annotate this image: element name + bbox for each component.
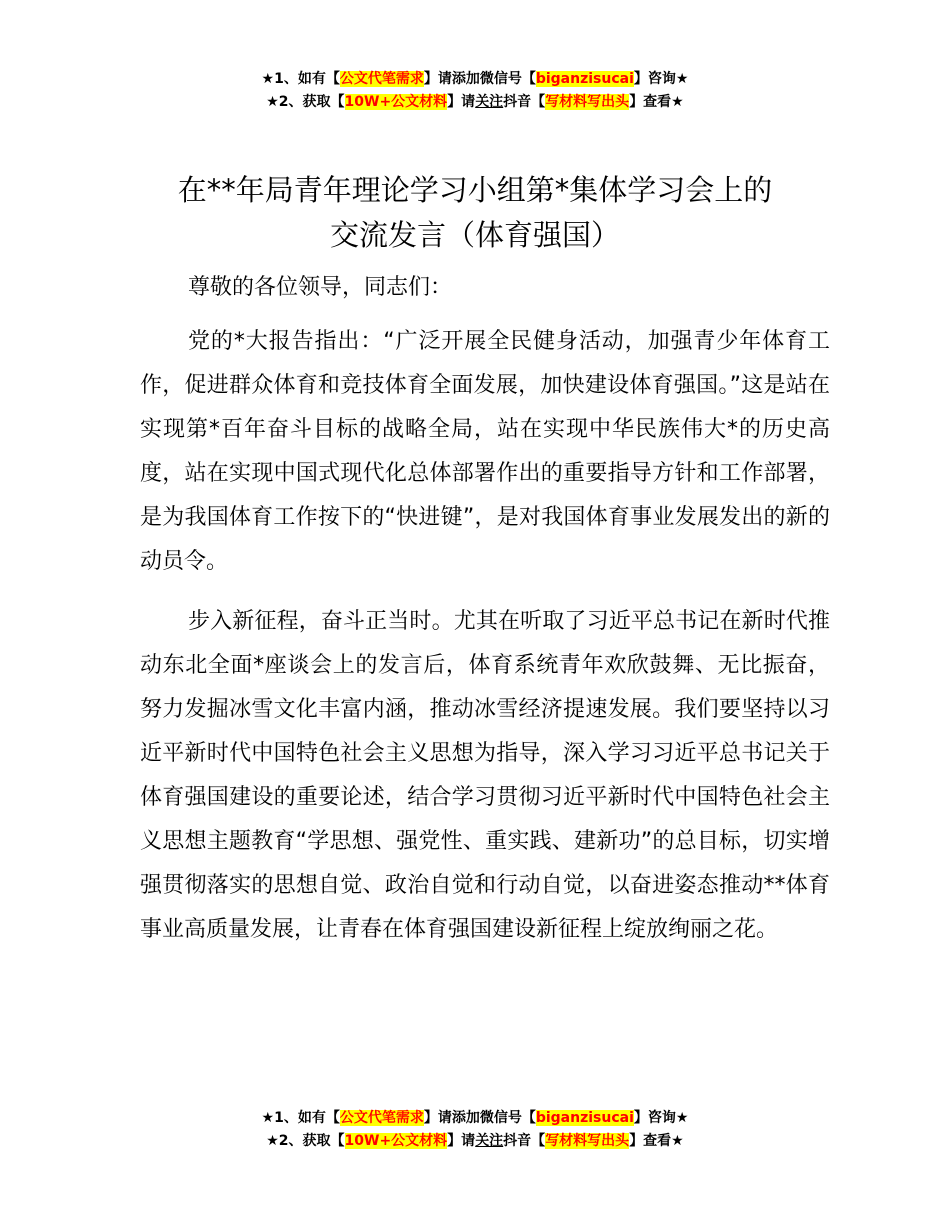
banner-highlight: 公文代笔需求	[339, 71, 424, 87]
document-body	[140, 266, 830, 952]
banner-line-1	[0, 68, 950, 91]
banner-line-2	[0, 1130, 950, 1153]
body-paragraph: 党的*大报告指出：“广泛开展全民健身活动，加强青少年体育工作，促进群众体育和竞技体育全面发展，加快建设体育强国。”这是站在实现第*百年奋斗目标的战略全局，站在实现中华民族伟大*的历史高度，站在实现中国式现代化总体部署作出的重要指导方针和工作部署，是为我国体育工作按下的“快进键”，是对我国体育事业发展发出的新的动员令。	[140, 329, 830, 574]
banner-highlight: 写材料写出头	[545, 1133, 630, 1149]
banner-text: 】请	[447, 94, 476, 110]
body-paragraph: 步入新征程，奋斗正当时。尤其在听取了习近平总书记在新时代推动东北全面*座谈会上的发言后，体育系统青年欢欣鼓舞、无比振奋，努力发掘冰雪文化丰富内涵，推动冰雪经济提速发展。我们要坚持以习近平新时代中国特色社会主义思想为指导，深入学习习近平总书记关于体育强国建设的重要论述，结合学习贯彻习近平新时代中国特色社会主义思想主题教育“学思想、强党性、重实践、建新功”的总目标，切实增强贯彻落实的思想自觉、政治自觉和行动自觉，以奋进姿态推动**体育事业高质量发展，让青春在体育强国建设新征程上绽放绚丽之花。	[140, 609, 830, 942]
banner-line-1	[0, 1107, 950, 1130]
banner-text: ★2、获取【	[266, 94, 345, 110]
footer-banner	[0, 1107, 950, 1153]
banner-text: ★2、获取【	[266, 1133, 345, 1149]
banner-highlight: 公文代笔需求	[339, 1110, 424, 1126]
banner-wechat-id: biganzisucai	[535, 71, 634, 87]
banner-text: ★1、如有【	[261, 1110, 340, 1126]
banner-text: 】请添加微信号【	[423, 71, 536, 87]
banner-highlight: 写材料写出头	[545, 94, 630, 110]
banner-highlight: 10W+公文材料	[344, 1133, 448, 1149]
banner-underlined: 关注	[475, 1133, 504, 1149]
banner-line-2	[0, 91, 950, 114]
banner-text: 】查看★	[629, 94, 684, 110]
document-title	[120, 168, 830, 258]
header-banner	[0, 68, 950, 114]
banner-text: 抖音【	[503, 94, 546, 110]
banner-text: 】请	[447, 1133, 476, 1149]
banner-text: ★1、如有【	[261, 71, 340, 87]
salutation: 尊敬的各位领导，同志们：	[188, 275, 453, 300]
banner-text: 】咨询★	[633, 71, 689, 87]
banner-wechat-id: biganzisucai	[535, 1110, 634, 1126]
banner-text: 】查看★	[629, 1133, 684, 1149]
banner-text: 】咨询★	[633, 1110, 689, 1126]
title-line-2: 交流发言（体育强国）	[329, 218, 620, 252]
banner-highlight: 10W+公文材料	[344, 94, 448, 110]
banner-text: 抖音【	[503, 1133, 546, 1149]
banner-text: 】请添加微信号【	[423, 1110, 536, 1126]
banner-underlined: 关注	[475, 94, 504, 110]
title-line-1: 在**年局青年理论学习小组第*集体学习会上的	[177, 173, 773, 207]
